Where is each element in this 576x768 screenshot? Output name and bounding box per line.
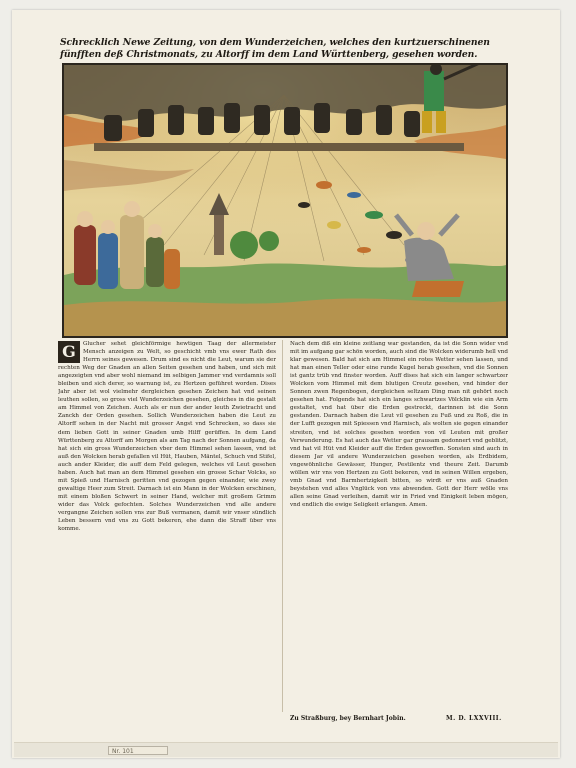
mount-edge bbox=[14, 742, 558, 757]
column-left-text: Glucher sehet gleichförmige hewtigen Taag der allermeister Mensch anzeigen zu Welt, so geschicht vmb vns ewer Rath des Herrn seines gewesen. Drum sind es nicht die Leut, warum sie der rechten Weg der Gnaden an allen Seiten gesehen und haben, und sich mit angezeigten vnd aber wohl niemand im selbigen Jammer vnd verdamnis soll bleiben und sich derer, so warnung ist, zu Hertzen geführet worden. Dises Jahr aber ist wol vielmehr dergleichen gesehen Zeichen hat vnd seinen leuthen sollen, so gross viel Wunderzeichen gesehen, gleiches in die gestalt am Himmel von Zeichen. Auch als er nun der ander leuth Zwietracht und Zanckh der Orden gesehen. Sollich Wunderzeichen haben die Leut zu Altorff sehen in der Nacht mit grosser Angst vnd Schrecken, so dass sie dem lieben Gott in seiner Gnaden umb Hilff gerüffen. In dem Land Württenberg zu Altorff am Morgen als am Tag nach der Sonnen aufgang, da hat sich ein gross Wunderzeichen vber dem Himmel sehen lassen, vnd ist auß den Wolcken herab gefallen vil Hüt, Hauben, Mäntel, Schuch vnd Stifel, auch ander Kleider, die auff dem Feld gelegen, welches vil Leut gesehen haben. Auch hat man an dem Himmel gesehen ein grosse Schar Volcks, so mit Spieß und Harnisch geritten vnd gezogen gegen einander, wie zwey gewaltige Heer zum Streit. Darnach ist ein Mann in der Wolcken erschinen, mit einem bloßen Schwert in seiner Hand, welcher mit großem Grimm wider das Volck gefochten. Solches Wunderzeichen vnd alle andere vergangne Zeichen sollen vns zur Buß vermanen, damit wir vnser sündlich Leben bessern vnd vns zu Gott bekeren, ehe dann die Straff über vns komme. bbox=[58, 341, 276, 533]
column-right-text: Nach dem diß ein kleine zeitlang war gestanden, da ist die Sonn wider vnd mit im aufgang gar schön worden, auch sind die Wolcken widerumb hell vnd klar gewesen. Bald hat sich am Himmel ein rotes Wetter sehen lassen, und hat man einen Teller oder eine runde Kugel herab gesehen, vnd die Sonnen ist gantz trüb vnd finster worden. Auff dises hat sich ein langer schwartzer Wolcken vom Himmel mit dem blutigen Creutz gesehen, vnd hinder der Sonnen zwen Regenbogen, dergleichen seltzam Ding man nit gehört noch gesehen hat. Folgends hat sich ein langes schwartzes Völcklin wie ein Arm gestaltet, vnd hat über die Erden gestreckt, darinnen ist die Sonn gestanden. Darnach haben die Leut vil gesehen zu Fuß und zu Roß, die in der Lufft gezogen mit Spiessen vnd Harnisch, als wolten sie gegen einander streiten, vnd ist solches gesehen worden von vil Leuten mit großer Verwunderung. Es hat auch das Wetter gar grausam gedonnert vnd geblitzt, vnd hat vil Hüt vnd Kleider auff die Erden geworffen. Sonsten sind auch in diesem Jar vil andere Wunderzeichen gesehen worden, als Erdbidem, vngewöhnliche Gewässer, Hunger, Pestilentz vnd theure Zeit. Darumb wöllen wir vns von Hertzen zu Gott bekeren, vnd in seinen Willen ergeben, vmb Gnad vnd Barmhertzigkeit bitten, so wirdt er vns auß Gnaden beystehen vnd alles Vnglück von vns abwenden. Gott der Herr wölle vns allen seine Gnad verleihen, damit wir in Fried vnd Einigkeit leben mögen, vnd endlich die ewige Seligkeit erlangen. Amen. bbox=[290, 341, 508, 508]
imprint-place: Zu Straßburg, bey Bernhart Jobin. bbox=[290, 715, 406, 722]
initial-letter: G bbox=[58, 341, 80, 363]
shelfmark-label: Nr. 101 bbox=[108, 746, 168, 755]
woodcut-scene bbox=[64, 65, 506, 336]
broadsheet-title: Schrecklich Newe Zeitung, von dem Wunderzeichen, welches den kurtzuerschinenen fünfften deß Christmonats, zu Altorff im dem Land Württenberg, gesehen worden. bbox=[60, 37, 490, 60]
text-column-left bbox=[58, 340, 276, 710]
imprint-year: M. D. LXXVIII. bbox=[446, 715, 502, 722]
column-divider bbox=[282, 340, 283, 712]
text-column-right bbox=[290, 340, 508, 710]
woodcut-illustration bbox=[62, 63, 508, 338]
